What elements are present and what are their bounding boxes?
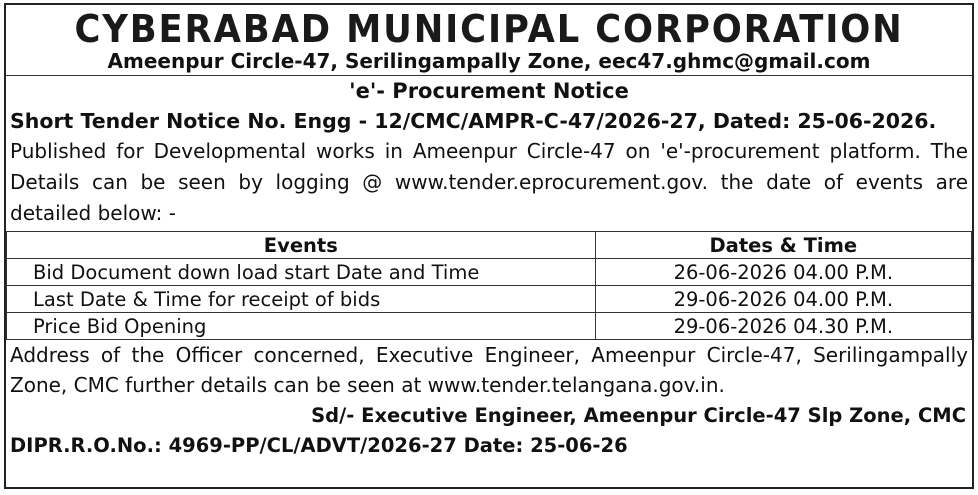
dipr-reference: DIPR.R.O.No.: 4969-PP/CL/ADVT/2026-27 Date: 25-06-26	[10, 434, 628, 457]
event-datetime: 29-06-2026 04.30 P.M.	[595, 313, 971, 340]
table-row	[7, 286, 972, 313]
dates-column-header: Dates & Time	[595, 232, 971, 259]
notice-header	[6, 5, 972, 76]
event-name: Bid Document down load start Date and Time	[7, 259, 596, 286]
tender-number: Short Tender Notice No. Engg - 12/CMC/AMPR-C-47/2026-27, Dated: 25-06-2026.	[10, 109, 937, 133]
event-name: Last Date & Time for receipt of bids	[7, 286, 596, 313]
events-table	[6, 231, 972, 340]
tender-notice	[4, 3, 974, 489]
notice-body	[6, 106, 972, 229]
event-datetime: 29-06-2026 04.00 P.M.	[595, 286, 971, 313]
events-column-header: Events	[7, 232, 596, 259]
table-row	[7, 313, 972, 340]
organization-name: CYBERABAD MUNICIPAL CORPORATION	[74, 7, 904, 51]
notice-title: 'e'- Procurement Notice	[349, 79, 629, 103]
event-datetime: 26-06-2026 04.00 P.M.	[595, 259, 971, 286]
table-row	[7, 259, 972, 286]
event-name: Price Bid Opening	[7, 313, 596, 340]
address-paragraph: Address of the Officer concerned, Executive Engineer, Ameenpur Circle-47, Serilingampally Zone, CMC further details can be seen at www.tender.telangana.gov.in.	[10, 343, 968, 397]
organization-address: Ameenpur Circle-47, Serilingampally Zone, eec47.ghmc@gmail.com	[107, 49, 871, 73]
signature-line: Sd/- Executive Engineer, Ameenpur Circle-47 Slp Zone, CMC	[311, 404, 966, 427]
table-header-row	[7, 232, 972, 259]
intro-paragraph: Published for Developmental works in Ameenpur Circle-47 on 'e'-procurement platform. The Details can be seen by logging @ www.tender.eprocurement.gov. the date of events are detailed below: -	[10, 139, 968, 225]
